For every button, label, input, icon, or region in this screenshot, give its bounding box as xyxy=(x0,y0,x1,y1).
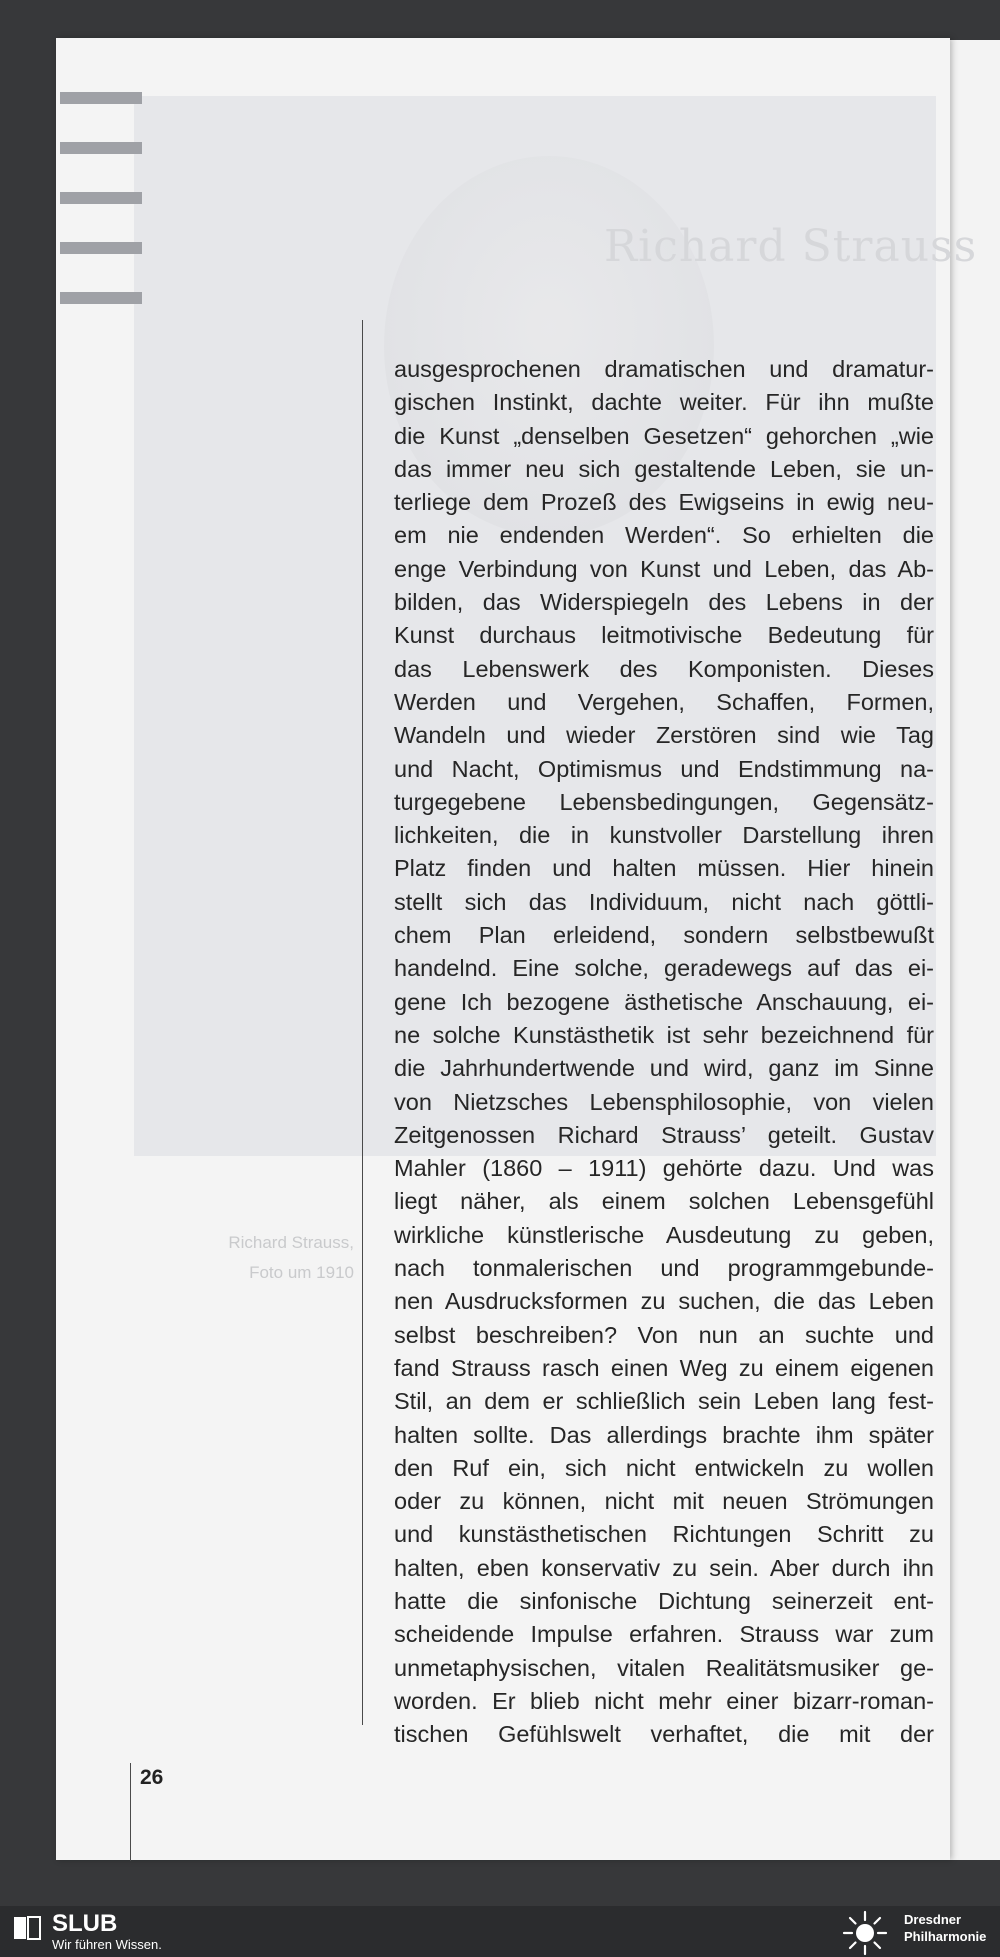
body-text-line: handelnd. Eine solche, geradewegs auf das ei- xyxy=(394,955,934,982)
body-text-line: chem Plan erleidend, sondern selbstbewußt xyxy=(394,922,934,949)
body-text-line: Stil, an dem er schließlich sein Leben lang fest- xyxy=(394,1388,934,1415)
body-text-line: bilden, das Widerspiegeln des Lebens in der xyxy=(394,589,934,616)
body-text-line: stellt sich das Individuum, nicht nach göttli- xyxy=(394,888,934,915)
body-text-line: Wandeln und wieder Zerstören sind wie Tag xyxy=(394,722,934,749)
body-text-line: das immer neu sich gestaltende Leben, sie un- xyxy=(394,455,934,482)
body-text-line: nach tonmalerischen und programmgebunde- xyxy=(394,1255,934,1282)
stripe xyxy=(60,192,142,204)
body-text-line: turgegebene Lebensbedingungen, Gegensätz- xyxy=(394,788,934,815)
body-text-line: den Ruf ein, sich nicht entwickeln zu wollen xyxy=(394,1454,934,1481)
body-text-line: halten sollte. Das allerdings brachte ihm später xyxy=(394,1421,934,1448)
stripe xyxy=(60,142,142,154)
body-text-line: oder zu können, nicht mit neuen Strömungen xyxy=(394,1488,934,1515)
slub-name: SLUB xyxy=(52,1910,118,1937)
partner-name-line2: Philharmonie xyxy=(904,1929,987,1944)
body-text-line: ne solche Kunstästhetik ist sehr bezeichnend für xyxy=(394,1021,934,1048)
stripe xyxy=(60,292,142,304)
body-text-line: die Kunst „denselben Gesetzen“ gehorchen „wie xyxy=(394,422,934,449)
body-text-line: em nie endenden Werden“. So erhielten die xyxy=(394,522,934,549)
body-text-line: halten, eben konservativ zu sein. Aber durch ihn xyxy=(394,1554,934,1581)
body-text-line: fand Strauss rasch einen Weg zu einem eigenen xyxy=(394,1354,934,1381)
page-number: 26 xyxy=(140,1766,164,1789)
document-page xyxy=(56,38,978,1860)
body-text-line: liegt näher, als einem solchen Lebensgefühl xyxy=(394,1188,934,1215)
body-text-line: nen Ausdrucksformen zu suchen, die das Leben xyxy=(394,1288,934,1315)
body-text-line: ausgesprochenen dramatischen und dramatur- xyxy=(394,356,934,382)
caption-line: Richard Strauss, xyxy=(228,1233,354,1252)
caption-line: Foto um 1910 xyxy=(249,1262,354,1282)
body-text-line: scheidende Impulse erfahren. Strauss war zum xyxy=(394,1621,934,1648)
body-text-line: Kunst durchaus leitmotivische Bedeutung für xyxy=(394,622,934,649)
body-text-line: Mahler (1860 – 1911) gehörte dazu. Und was xyxy=(394,1155,934,1182)
body-text-line: worden. Er blieb nicht mehr einer bizarr-roman- xyxy=(394,1687,934,1714)
next-page-edge xyxy=(950,40,1000,1860)
footer-rule xyxy=(130,1763,131,1861)
body-text-line: Zeitgenossen Richard Strauss’ geteilt. Gustav xyxy=(394,1121,934,1148)
photo-title-text: Richard Strauss xyxy=(604,221,978,272)
slub-tagline: Wir führen Wissen. xyxy=(52,1937,162,1952)
body-text-line: terliege dem Prozeß des Ewigseins in ewig neu- xyxy=(394,489,934,516)
body-text-line: Werden und Vergehen, Schaffen, Formen, xyxy=(394,688,934,715)
body-text-line: und Nacht, Optimismus und Endstimmung na- xyxy=(394,755,934,782)
sunburst-logo-icon xyxy=(842,1910,888,1956)
slub-logo-icon xyxy=(12,1913,42,1943)
body-text-line: gene Ich bezogene ästhetische Anschauung, ei- xyxy=(394,988,934,1015)
body-text-line: wirkliche künstlerische Ausdeutung zu geben, xyxy=(394,1221,934,1248)
partner-name-line1: Dresdner xyxy=(904,1912,962,1927)
body-text-line: Platz finden und halten müssen. Hier hinein xyxy=(394,855,934,882)
body-text-line: lichkeiten, die in kunstvoller Darstellung ihren xyxy=(394,822,934,849)
body-text-line: gischen Instinkt, dachte weiter. Für ihn mußte xyxy=(394,389,934,416)
body-text-line: von Nietzsches Lebensphilosophie, von vielen xyxy=(394,1088,934,1115)
body-text-line: und kunstästhetischen Richtungen Schritt zu xyxy=(394,1521,934,1548)
body-text-column xyxy=(394,353,934,1751)
body-text-line: unmetaphysischen, vitalen Realitätsmusiker ge- xyxy=(394,1654,934,1681)
column-rule xyxy=(362,320,363,1725)
body-text-line: das Lebenswerk des Komponisten. Dieses xyxy=(394,655,934,682)
stripe xyxy=(60,242,142,254)
body-text-line: enge Verbindung von Kunst und Leben, das Ab- xyxy=(394,555,934,582)
body-text-line: selbst beschreiben? Von nun an suchte und xyxy=(394,1321,934,1348)
body-text-line: tischen Gefühlswelt verhaftet, die mit der xyxy=(394,1721,934,1748)
stripe xyxy=(60,92,142,104)
body-text-line: die Jahrhundertwende und wird, ganz im Sinne xyxy=(394,1055,934,1082)
body-text-line: hatte die sinfonische Dichtung seinerzeit ent- xyxy=(394,1587,934,1614)
faded-image-caption xyxy=(164,1228,354,1287)
